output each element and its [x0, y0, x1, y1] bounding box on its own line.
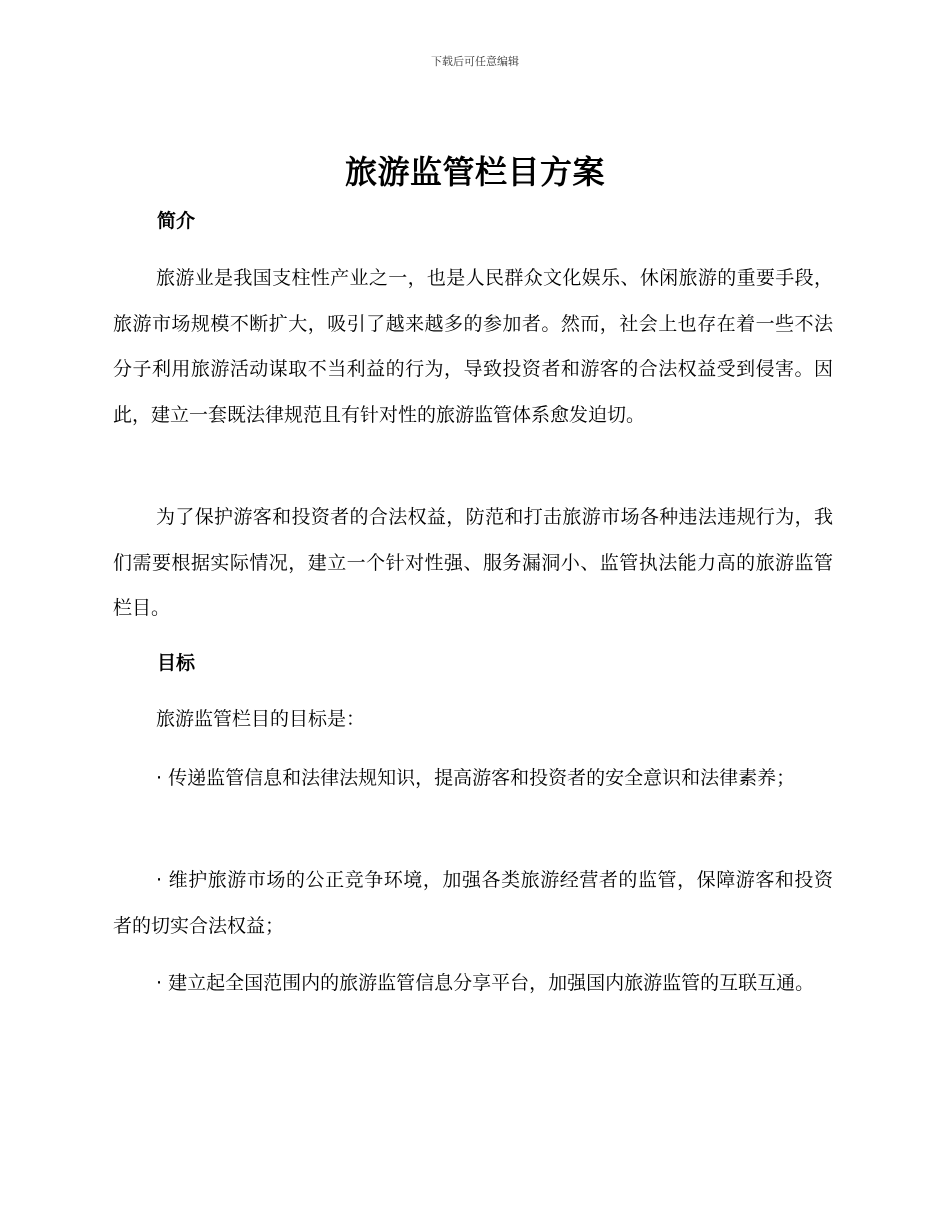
goal-list-item-3: · 建立起全国范围内的旅游监管信息分享平台，加强国内旅游监管的互联互通。	[156, 972, 815, 994]
goal-list-item-1: · 传递监管信息和法律法规知识，提高游客和投资者的安全意识和法律素养；	[156, 767, 796, 789]
section-heading-intro: 简介	[157, 210, 196, 232]
header-note: 下载后可任意编辑	[431, 55, 519, 68]
intro-paragraph-1: 旅游业是我国支柱性产业之一，也是人民群众文化娱乐、休闲旅游的重要手段，旅游市场规模不断扩大，吸引了越来越多的参加者。然而，社会上也存在着一些不法分子利用旅游活动谋取不当利益的行为，导致投资者和游客的合法权益受到侵害。因此，建立一套既法律规范且有针对性的旅游监管体系愈发迫切。	[113, 267, 833, 426]
section-heading-goal: 目标	[157, 652, 196, 674]
goal-list-item-2: · 维护旅游市场的公正竞争环境，加强各类旅游经营者的监管，保障游客和投资者的切实合法权益；	[113, 869, 833, 937]
goal-lead-paragraph: 旅游监管栏目的目标是：	[156, 708, 366, 730]
document-title: 旅游监管栏目方案	[344, 153, 605, 191]
intro-paragraph-2: 为了保护游客和投资者的合法权益，防范和打击旅游市场各种违法违规行为，我们需要根据实际情况，建立一个针对性强、服务漏洞小、监管执法能力高的旅游监管栏目。	[113, 506, 833, 619]
